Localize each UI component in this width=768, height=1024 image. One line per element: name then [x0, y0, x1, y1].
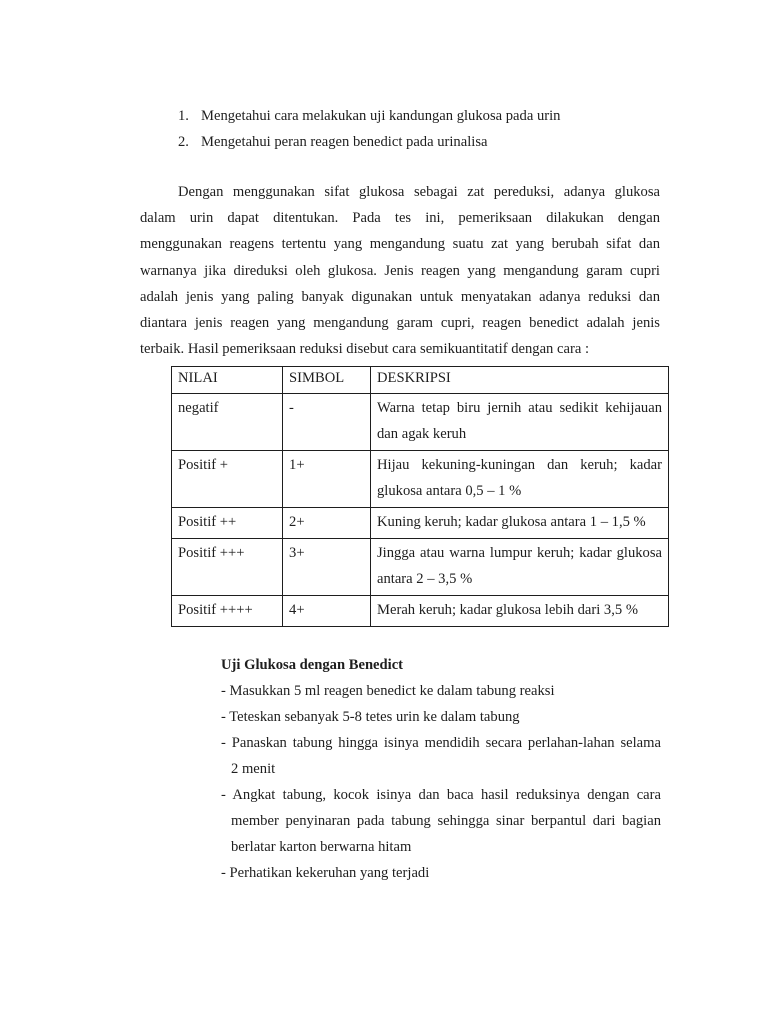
objective-text: Mengetahui cara melakukan uji kandungan glukosa pada urin — [201, 108, 561, 124]
step-line: 2 menit — [231, 761, 276, 777]
objective-item — [178, 132, 560, 158]
procedure-heading: Uji Glukosa dengan Benedict — [221, 657, 404, 673]
cell-simbol: 4+ — [283, 596, 371, 627]
objectives-list — [178, 106, 560, 158]
table-row — [172, 508, 669, 539]
objective-text: Mengetahui peran reagen benedict pada urinalisa — [201, 134, 488, 150]
cell-nilai: Positif ++ — [172, 508, 283, 539]
step-line: berlatar karton berwarna hitam — [231, 839, 412, 855]
objective-number: 2. — [178, 134, 189, 150]
cell-deskripsi: Warna tetap biru jernih atau sedikit kehijauan dan agak keruh — [371, 394, 669, 451]
procedure-step — [221, 863, 661, 889]
objective-number: 1. — [178, 108, 189, 124]
cell-simbol: 1+ — [283, 451, 371, 508]
step-line: - Perhatikan kekeruhan yang terjadi — [221, 865, 430, 881]
cell-simbol: 2+ — [283, 508, 371, 539]
paragraph-line: Dengan menggunakan sifat glukosa sebagai zat pereduksi, adanya glukosa — [178, 184, 660, 200]
benedict-procedure — [221, 655, 661, 889]
cell-nilai: Positif + — [172, 451, 283, 508]
procedure-step — [221, 707, 661, 733]
step-line: - Teteskan sebanyak 5-8 tetes urin ke dalam tabung — [221, 709, 520, 725]
step-line: - Angkat tabung, kocok isinya dan baca hasil reduksinya dengan cara — [221, 787, 661, 803]
table-row — [172, 394, 669, 451]
cell-nilai: negatif — [172, 394, 283, 451]
glucose-results-table — [171, 366, 669, 627]
table-row — [172, 596, 669, 627]
objective-item — [178, 106, 560, 132]
procedure-step — [221, 785, 661, 863]
cell-deskripsi: Kuning keruh; kadar glukosa antara 1 – 1,5 % — [371, 508, 669, 539]
cell-simbol: - — [283, 394, 371, 451]
header-nilai: NILAI — [172, 367, 283, 394]
step-line: - Panaskan tabung hingga isinya mendidih secara perlahan-lahan selama — [221, 735, 661, 751]
step-line: member penyinaran pada tabung sehingga sinar berpantul dari bagian — [231, 813, 661, 829]
paragraph-line: menggunakan reagens tertentu yang mengandung suatu zat yang berubah sifat dan — [140, 236, 660, 253]
procedure-step — [221, 681, 661, 707]
header-deskripsi: DESKRIPSI — [371, 367, 669, 394]
table-row — [172, 451, 669, 508]
cell-deskripsi: Hijau kekuning-kuningan dan keruh; kadar glukosa antara 0,5 – 1 % — [371, 451, 669, 508]
paragraph-line: dalam urin dapat ditentukan. Pada tes ini, pemeriksaan dilakukan dengan — [140, 210, 660, 227]
cell-nilai: Positif +++ — [172, 539, 283, 596]
header-simbol: SIMBOL — [283, 367, 371, 394]
cell-deskripsi: Jingga atau warna lumpur keruh; kadar glukosa antara 2 – 3,5 % — [371, 539, 669, 596]
step-line: - Masukkan 5 ml reagen benedict ke dalam tabung reaksi — [221, 683, 555, 699]
procedure-step — [221, 733, 661, 785]
table-header-row — [172, 367, 669, 394]
table-row — [172, 539, 669, 596]
paragraph-line: warnanya jika direduksi oleh glukosa. Jenis reagen yang mengandung garam cupri — [140, 262, 660, 279]
cell-simbol: 3+ — [283, 539, 371, 596]
cell-nilai: Positif ++++ — [172, 596, 283, 627]
paragraph-line: adalah jenis yang paling banyak digunakan untuk menyatakan adanya reduksi dan — [140, 288, 660, 305]
cell-deskripsi: Merah keruh; kadar glukosa lebih dari 3,5 % — [371, 596, 669, 627]
paragraph-line: diantara jenis reagen yang mengandung garam cupri, reagen benedict adalah jenis — [140, 314, 660, 331]
intro-paragraph — [140, 182, 660, 365]
paragraph-line: terbaik. Hasil pemeriksaan reduksi disebut cara semikuantitatif dengan cara : — [140, 341, 589, 358]
